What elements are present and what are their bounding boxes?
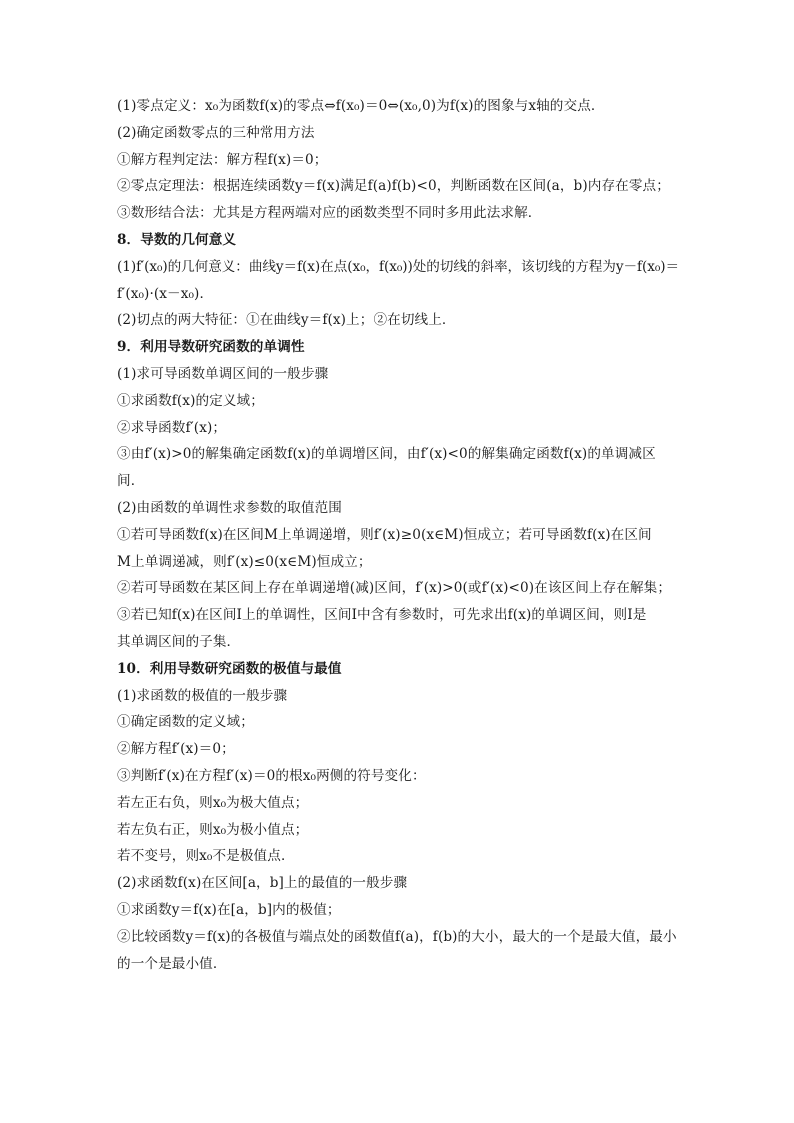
text-line: ③若已知f(x)在区间I上的单调性，区间I中含有参数时，可先求出f(x)的单调区间，则I是 (117, 607, 647, 624)
text-line: ①解方程判定法：解方程f(x)＝0； (117, 151, 328, 168)
text-line: f′(x₀)·(x－x₀)． (117, 285, 214, 302)
section-heading: 9．利用导数研究函数的单调性 (117, 339, 305, 356)
section-heading: 10．利用导数研究函数的极值与最值 (117, 660, 342, 677)
text-line: ③数形结合法：尤其是方程两端对应的函数类型不同时多用此法求解． (117, 205, 542, 222)
text-line: ②比较函数y＝f(x)的各极值与端点处的函数值f(a)，f(b)的大小，最大的一个是最大值，最小 (117, 928, 677, 945)
text-line: M上单调递减，则f′(x)≤0(x∈M)恒成立； (117, 553, 372, 570)
text-line: ①求函数f(x)的定义域； (117, 392, 264, 409)
text-line: ③判断f′(x)在方程f′(x)＝0的根x₀两侧的符号变化： (117, 767, 426, 784)
text-line: 的一个是最小值． (117, 955, 227, 972)
text-line: (2)求函数f(x)在区间[a，b]上的最值的一般步骤 (117, 875, 408, 892)
text-line: ①求函数y＝f(x)在[a，b]内的极值； (117, 901, 341, 918)
section-heading: 8．导数的几何意义 (117, 231, 237, 248)
text-line: ①确定函数的定义域； (117, 714, 254, 731)
text-line: 若左正右负，则x₀为极大值点； (117, 794, 309, 811)
text-line: 若不变号，则x₀不是极值点． (117, 848, 295, 865)
text-line: (1)f′(x₀)的几何意义：曲线y＝f(x)在点(x₀，f(x₀))处的切线的斜率，该切线的方程为y－f(x₀)＝ (117, 258, 680, 275)
text-line: ②零点定理法：根据连续函数y＝f(x)满足f(a)f(b)<0，判断函数在区间(a，b)内存在零点； (117, 178, 670, 195)
text-line: 其单调区间的子集． (117, 633, 241, 650)
text-line: (2)确定函数零点的三种常用方法 (117, 124, 315, 141)
text-line: 若左负右正，则x₀为极小值点； (117, 821, 309, 838)
text-line: ②若可导函数在某区间上存在单调递增(减)区间，f′(x)>0(或f′(x)<0)在该区间上存在解集； (117, 580, 672, 597)
text-line: ①若可导函数f(x)在区间M上单调递增，则f′(x)≥0(x∈M)恒成立；若可导函数f(x)在区间 (117, 526, 652, 543)
document-body (117, 93, 679, 977)
text-line: 间． (117, 473, 145, 490)
text-line: ②求导函数f′(x)； (117, 419, 227, 436)
text-line: (1)求函数的极值的一般步骤 (117, 687, 288, 704)
text-line: (1)求可导函数单调区间的一般步骤 (117, 365, 329, 382)
text-line: ③由f′(x)>0的解集确定函数f(x)的单调增区间，由f′(x)<0的解集确定函数f(x)的单调减区 (117, 446, 656, 463)
text-line: (2)切点的两大特征：①在曲线y＝f(x)上；②在切线上． (117, 312, 456, 329)
text-line: ②解方程f′(x)＝0； (117, 741, 235, 758)
text-line: (1)零点定义：x₀为函数f(x)的零点⇔f(x₀)＝0⇔(x₀,0)为f(x)的图象与x轴的交点． (117, 98, 605, 114)
text-line: (2)由函数的单调性求参数的取值范围 (117, 499, 342, 516)
